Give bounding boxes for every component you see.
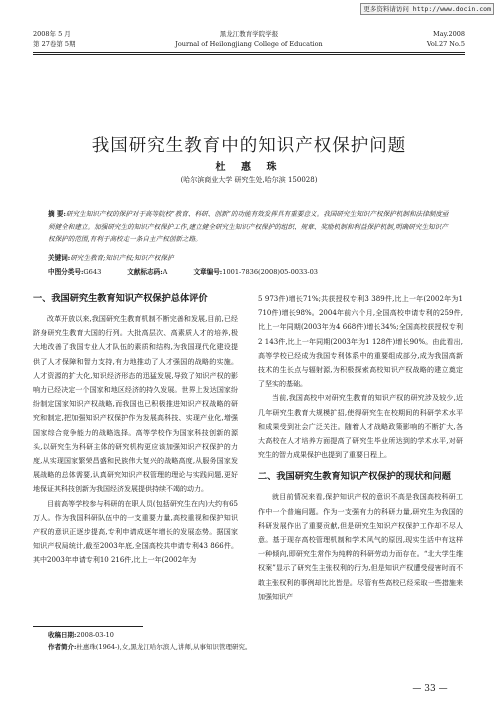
body-paragraph: 当前,我国高校中对研究生教育的知识产权的研究涉及较少,近几年研究生教育大规模扩招,使得研究生在校期间的科研学术水平和成果受到社会广泛关注。随着人才战略政策影响的不断扩大,各大高校在人才培养方面提高了研究生毕业所达到的学术水平,对研究生的智力成果保护也提到了重要日程上。: [258, 394, 463, 460]
article-number: 文章编号:1001-7836(2008)05-0033-03: [193, 268, 318, 276]
clc-number: 中图分类号:G643: [48, 268, 102, 276]
header-rule: [33, 52, 465, 53]
abstract-label: 摘 要:: [48, 210, 66, 218]
footnote-rule: [33, 626, 143, 627]
watermark-banner: 更多资料请访问 http://www.docin.com: [360, 3, 494, 15]
body-paragraph: 5 973件)增长71%;共获授权专利3 389件,比上一年(2002年为1 710件)增长98%。2004年前六个月,全国高校申请专利的259件,比上一年同期(2003年为4 668件)增长34%;全国高校获授权专利2 143件,比上一年同期(2003年为1 128件)增长90%。由此看出,高等学校已经成为我国专利体系中的重要组成部分,成为我国高新技术的生长点与辐射源,为积极探索高校知识产权战略的建立奠定了坚实的基础。: [258, 295, 463, 389]
received-date: 收稿日期:2008-03-10: [48, 631, 114, 639]
document-code: 文献标志码:A: [127, 268, 168, 276]
header-volume: 第 27卷第 5期: [33, 40, 76, 48]
body-paragraph: 改革开放以来,我国研究生教育机制不断完善和发展,目前,已经跻身研究生教育大国的行列。大批高层次、高素质人才的培养,极大地改善了我国专业人才队伍的素质和结构,为我国现代化建设提供了人才保障和智力支持,有力地推动了人才强国的战略的实施。人才资源的扩大化,知识经济形态的迅猛发展,导致了知识产权的影响力已经决定一个国家和地区经济的持久发展。世界上发达国家纷纷制定国家知识产权战略,而我国也已积极推进知识产权战略的研究和制定,把加强知识产权保护作为发展高科技、实现产业化,增强国家综合竞争能力的战略选择。高等学校作为国家科技创新的源头,以研究生为科研主体的研究机构更应该加强知识产权保护的力度,从实现国家繁荣昌盛和民族伟大复兴的战略高度,从服务国家发展战略的总体需要,认真研究知识产权管理的理论与实践问题,更好地保证其科技创新为我国经济发展提供持续不竭的动力。: [33, 315, 238, 494]
abstract-text: 研究生知识产权的保护对于高等院校“教育、科研、创新”的功能有效发挥具有重要意义。我国研究生知识产权保护机制和法律制度亟须健全和建立。加强研究生的知识产权保护工作,建立健全研究生知识产权保护的组织、规章、奖励机制和利益保护机制,明确研究生知识产权保护的范围,有利于高校走一条自主产权创新之路。: [48, 210, 449, 243]
keywords-label: 关键词:: [48, 254, 71, 262]
article-title: 我国研究生教育中的知识产权保护问题: [91, 135, 407, 156]
abstract: [48, 208, 450, 246]
header-date: 2008年 5 月: [33, 30, 71, 38]
journal-name-en: Journal of Heilongjiang College of Education: [175, 40, 323, 48]
author-name: 杜 惠 珠: [215, 162, 283, 173]
journal-name-cn: 黑龙江教育学院学报: [219, 30, 279, 38]
keywords-text: 研究生教育;知识产权;知识产权保护: [70, 254, 174, 262]
keywords: [48, 252, 450, 262]
right-column: [258, 292, 463, 604]
author-affiliation: (哈尔滨商业大学 研究生处,哈尔滨 150028): [180, 176, 318, 184]
header-rule-thin: [33, 54, 465, 55]
section-heading-2: 二、我国研究生教育知识产权保护的现状和问题: [258, 471, 451, 483]
body-paragraph: 目前高等学校参与科研的在职人员(包括研究生在内)大约有65万人。作为我国科研队伍中的一支重要力量,高校重视和保护知识产权的意识正逐步提高,专利申请成逐年增长的发展态势。据国家知识产权局统计,截至2003年底,全国高校共申请专利43 866件。其中2003年申请专利10 216件,比上一年(2002年为: [33, 499, 238, 565]
header-date-en: May.2008: [433, 30, 465, 38]
section-heading-1: 一、我国研究生教育知识产权保护总体评价: [33, 293, 208, 304]
author-bio: 作者简介:杜惠珠(1964-),女,黑龙江哈尔滨人,讲师,从事知识管理研究。: [48, 643, 252, 651]
left-column: [33, 292, 238, 568]
header-volume-en: Vol.27 No.5: [426, 40, 465, 48]
classification-line: [48, 266, 450, 276]
page-number: — 33 —: [412, 684, 448, 694]
body-paragraph: 就目前情况来看,保护知识产权的意识不高是我国高校科研工作中一个普遍问题。作为一支强有力的科研力量,研究生为我国的科研发展作出了重要贡献,但是研究生知识产权保护工作却不尽人意。基于现存高校管理机制和学术风气的原因,现实生活中有这样一种倾向,即研究生常作为纯粹的科研劳动力而存在。“北大学生维权案”显示了研究生主张权利的行为,但是知识产权遭受侵害时而不敢主张权利的事例却比比皆是。尽管有些高校已经采取一些措施来加强知识产: [258, 493, 463, 601]
